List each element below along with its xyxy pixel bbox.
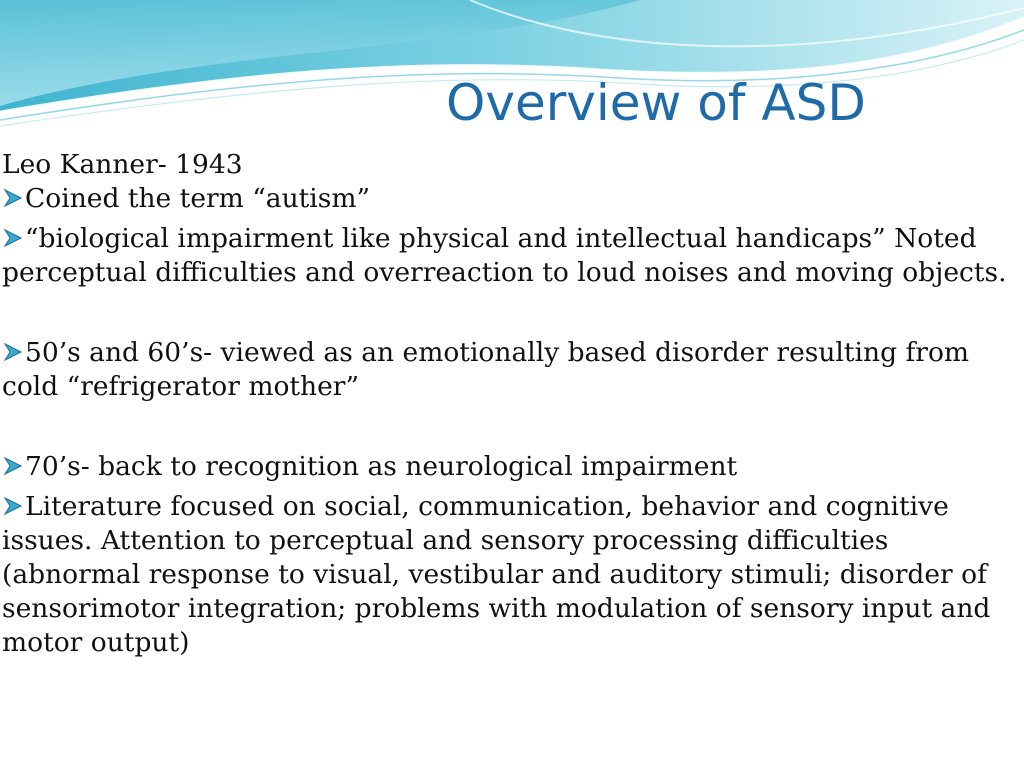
arrow-bullet-icon (2, 341, 24, 363)
bullet-text: 50’s and 60’s- viewed as an emotionally based disorder resulting from cold “refrigerator mother” (2, 337, 970, 402)
bullet-text: “biological impairment like physical and intellectual handicaps” Noted perceptual difficulties and overreaction to loud noises and moving objects. (2, 223, 1007, 288)
bullet-biological-impairment (2, 222, 1012, 290)
slide-body (2, 148, 1012, 660)
bullet-text: Coined the term “autism” (25, 183, 371, 214)
bullet-50s-60s (2, 336, 1012, 404)
kanner-line: Leo Kanner- 1943 (2, 149, 243, 180)
bullet-70s (2, 450, 1012, 484)
arrow-bullet-icon (2, 455, 24, 477)
slide-title: Overview of ASD (446, 74, 866, 132)
bullet-literature (2, 490, 1012, 660)
arrow-bullet-icon (2, 495, 24, 517)
arrow-bullet-icon (2, 227, 24, 249)
bullet-text: Literature focused on social, communication, behavior and cognitive issues. Attention to perceptual and sensory processing difficulties (abnormal response to visual, vestibular and auditory stimuli; disorder of sensorimotor integration; problems with modulation of sensory input and motor output) (2, 491, 991, 658)
arrow-bullet-icon (2, 187, 24, 209)
bullet-coined-term (2, 182, 1012, 216)
bullet-text: 70’s- back to recognition as neurological impairment (25, 451, 738, 482)
